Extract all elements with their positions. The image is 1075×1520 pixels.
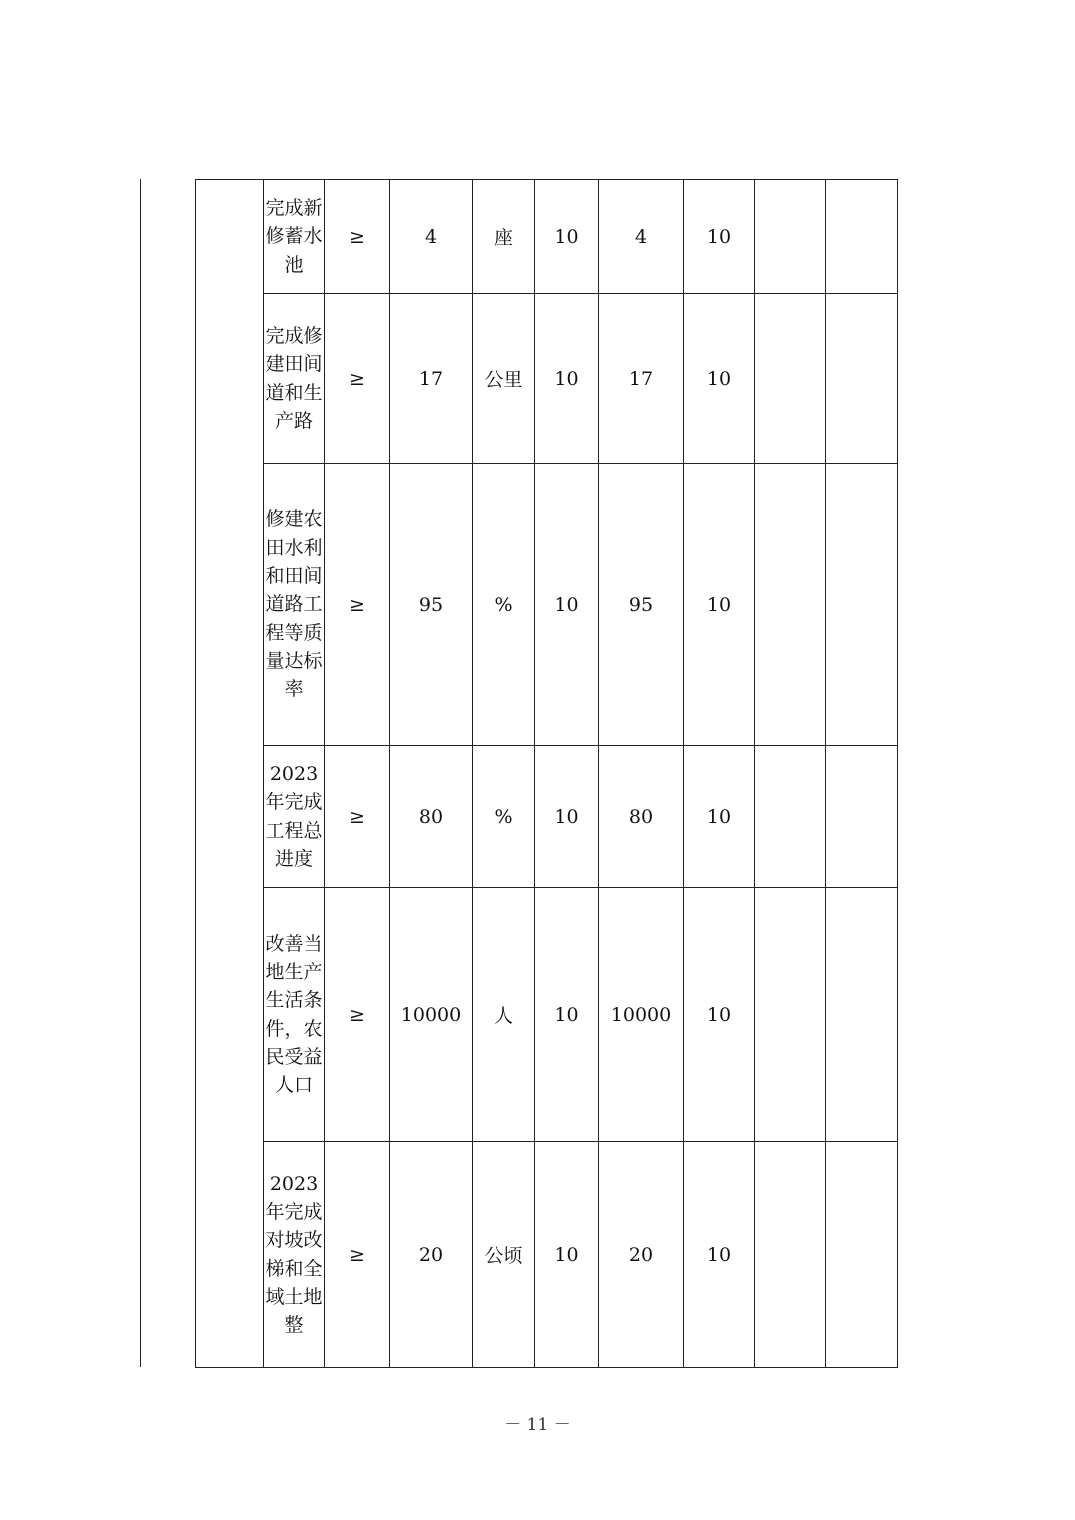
note-cell <box>755 180 826 294</box>
performance-table <box>195 179 898 1368</box>
operator-cell: ≥ <box>325 1142 390 1368</box>
indicator-name: 完成新修蓄水池 <box>264 180 325 294</box>
score-cell: 10 <box>684 1142 755 1368</box>
operator-cell: ≥ <box>325 294 390 464</box>
actual-value-cell: 4 <box>599 180 684 294</box>
weight-cell: 10 <box>535 888 599 1142</box>
unit-cell: % <box>473 746 535 888</box>
actual-value-cell: 17 <box>599 294 684 464</box>
note-cell <box>755 1142 826 1368</box>
actual-value-cell: 95 <box>599 464 684 746</box>
note-cell <box>755 888 826 1142</box>
operator-cell: ≥ <box>325 746 390 888</box>
target-value-cell: 4 <box>390 180 473 294</box>
unit-cell: % <box>473 464 535 746</box>
table-row <box>196 464 898 746</box>
table-row <box>196 180 898 294</box>
score-cell: 10 <box>684 746 755 888</box>
weight-cell: 10 <box>535 464 599 746</box>
extra-cell <box>826 1142 898 1368</box>
table-row <box>196 888 898 1142</box>
operator-cell: ≥ <box>325 180 390 294</box>
left-margin-rule <box>140 179 141 1367</box>
group-cell <box>196 180 264 1368</box>
target-value-cell: 20 <box>390 1142 473 1368</box>
table-row <box>196 1142 898 1368</box>
actual-value-cell: 80 <box>599 746 684 888</box>
extra-cell <box>826 180 898 294</box>
indicator-name: 完成修建田间道和生产路 <box>264 294 325 464</box>
table-row <box>196 746 898 888</box>
unit-cell: 座 <box>473 180 535 294</box>
unit-cell: 公里 <box>473 294 535 464</box>
table-row <box>196 294 898 464</box>
indicator-name: 改善当地生产生活条件，农民受益人口 <box>264 888 325 1142</box>
note-cell <box>755 464 826 746</box>
extra-cell <box>826 746 898 888</box>
score-cell: 10 <box>684 464 755 746</box>
actual-value-cell: 10000 <box>599 888 684 1142</box>
weight-cell: 10 <box>535 1142 599 1368</box>
unit-cell: 人 <box>473 888 535 1142</box>
target-value-cell: 95 <box>390 464 473 746</box>
page-number: － 11 － <box>504 1415 571 1435</box>
note-cell <box>755 294 826 464</box>
extra-cell <box>826 464 898 746</box>
weight-cell: 10 <box>535 294 599 464</box>
operator-cell: ≥ <box>325 888 390 1142</box>
weight-cell: 10 <box>535 180 599 294</box>
indicator-name: 修建农田水利和田间道路工程等质量达标率 <box>264 464 325 746</box>
target-value-cell: 80 <box>390 746 473 888</box>
note-cell <box>755 746 826 888</box>
unit-cell: 公顷 <box>473 1142 535 1368</box>
indicator-name: 2023年完成工程总进度 <box>264 746 325 888</box>
actual-value-cell: 20 <box>599 1142 684 1368</box>
score-cell: 10 <box>684 180 755 294</box>
score-cell: 10 <box>684 294 755 464</box>
target-value-cell: 17 <box>390 294 473 464</box>
weight-cell: 10 <box>535 746 599 888</box>
operator-cell: ≥ <box>325 464 390 746</box>
score-cell: 10 <box>684 888 755 1142</box>
extra-cell <box>826 294 898 464</box>
extra-cell <box>826 888 898 1142</box>
target-value-cell: 10000 <box>390 888 473 1142</box>
indicator-name: 2023年完成对坡改梯和全域土地整 <box>264 1142 325 1368</box>
